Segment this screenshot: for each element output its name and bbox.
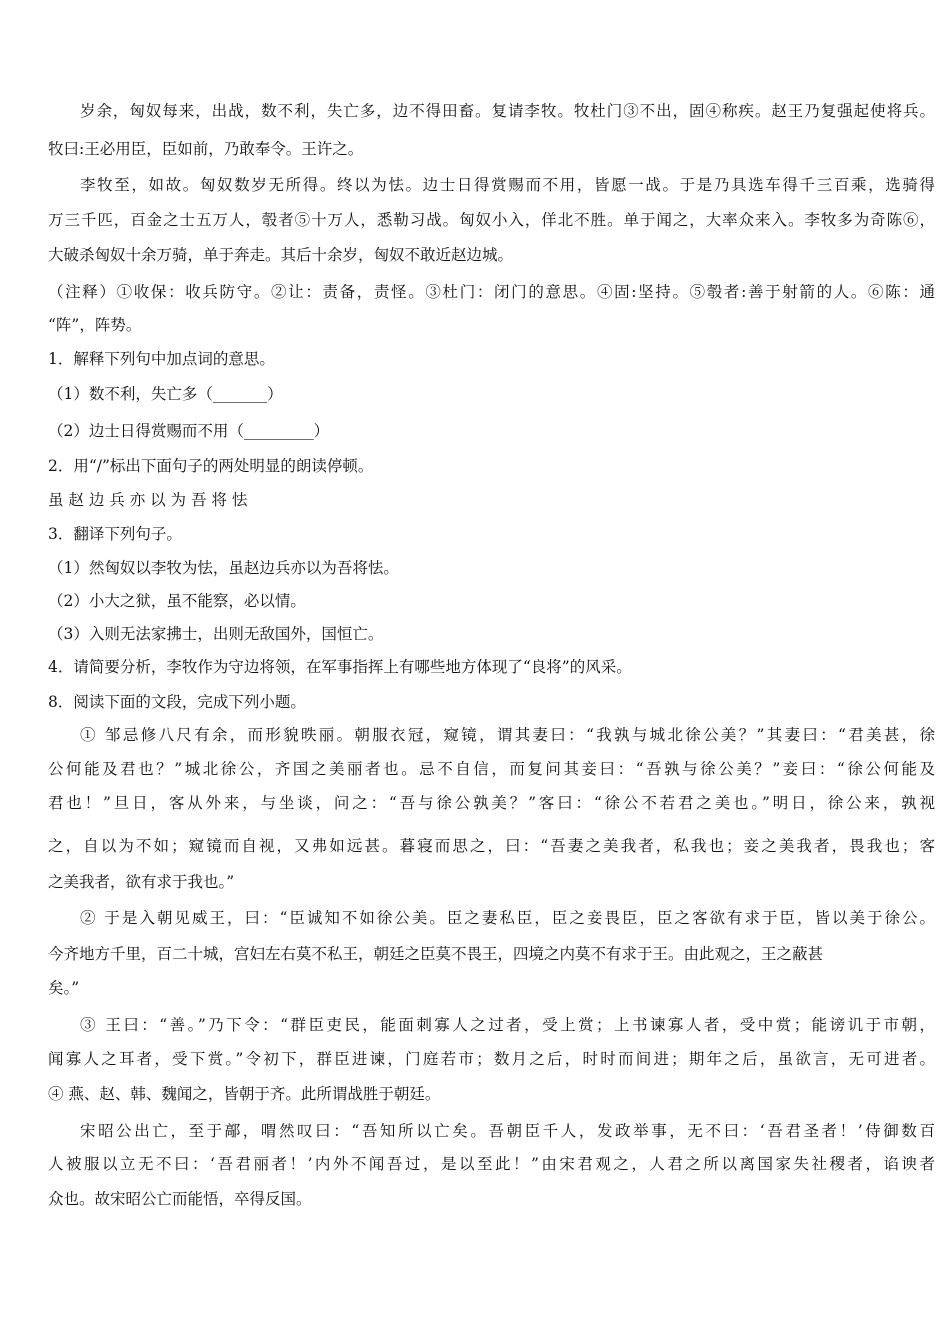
passage-line: ① 邹忌修八尺有余，而形貌昳丽。朝服衣冠，窥镜，谓其妻曰：“我孰与城北徐公美？”其妻曰：“君美甚，徐: [80, 726, 935, 744]
passage-line: ② 于是入朝见威王，曰：“臣诚知不如徐公美。臣之妻私臣，臣之妾畏臣，臣之客欲有求于臣，皆以美于徐公。: [80, 909, 935, 927]
question-3-item-2: （2）小大之狱，虽不能察，必以情。: [48, 592, 306, 610]
question-1-item-1: （1）数不利，失亡多（_______）: [48, 385, 283, 403]
question-2-sentence: 虽 赵 边 兵 亦 以 为 吾 将 怯: [48, 491, 248, 509]
passage-line: 之美我者，欲有求于我也。”: [48, 873, 235, 891]
passage-line: ④ 燕、赵、韩、魏闻之，皆朝于齐。此所谓战胜于朝廷。: [48, 1085, 441, 1103]
question-3: 3．翻译下列句子。: [48, 525, 182, 543]
passage-line: 李牧至，如故。匈奴数岁无所得。终以为怯。边士日得赏赐而不用，皆愿一战。于是乃具选车得千三百乘，选骑得: [80, 176, 935, 194]
passage-line: ③ 王曰：“善。”乃下令：“群臣吏民，能面刺寡人之过者，受上赏；上书谏寡人者，受中赏；能谤讥于市朝，: [80, 1016, 935, 1034]
question-4: 4．请简要分析，李牧作为守边将领，在军事指挥上有哪些地方体现了“良将”的风采。: [48, 658, 632, 676]
passage-line: 万三千匹，百金之士五万人，彀者⑤十万人，悉勒习战。匈奴小入，佯北不胜。单于闻之，大率众来入。李牧多为奇陈⑥，: [48, 211, 935, 229]
passage-line: 人被服以立无不曰：‘吾君丽者！’内外不闻吾过，是以至此！”由宋君观之，人君之所以离国家失社稷者，谄谀者: [48, 1155, 935, 1173]
question-8: 8．阅读下面的文段，完成下列小题。: [48, 693, 306, 711]
question-3-item-3: （3）入则无法家拂士，出则无敌国外，国恒亡。: [48, 625, 384, 643]
passage-line: 之，自以为不如；窥镜而自视，又弗如远甚。暮寝而思之，曰：“吾妻之美我者，私我也；妾之美我者，畏我也；客: [48, 837, 935, 855]
passage-line: 君也！”旦日，客从外来，与坐谈，问之：“吾与徐公孰美？”客曰：“徐公不若君之美也。”明日，徐公来，孰视: [48, 794, 935, 812]
passage-line: 岁余，匈奴每来，出战，数不利，失亡多，边不得田畜。复请李牧。牧杜门③不出，固④称疾。赵王乃复强起使将兵。: [80, 102, 935, 120]
passage-line: 公何能及君也？”城北徐公，齐国之美丽者也。忌不自信，而复问其妾曰：“吾孰与徐公美？”妾曰：“徐公何能及: [48, 760, 935, 778]
annotation-line: （注释）①收保：收兵防守。②让：责备，责怪。③杜门：闭门的意思。④固:坚持。⑤彀者:善于射箭的人。⑥陈：通: [48, 283, 935, 301]
question-1: 1．解释下列句中加点词的意思。: [48, 350, 275, 368]
question-1-item-2: （2）边士日得赏赐而不用（_________）: [48, 422, 330, 440]
passage-line: 牧曰:王必用臣，臣如前，乃敢奉令。王许之。: [48, 140, 364, 158]
passage-line: 大破杀匈奴十余万骑，单于奔走。其后十余岁，匈奴不敢近赵边城。: [48, 246, 514, 264]
passage-line: 宋昭公出亡，至于鄗，喟然叹曰：“吾知所以亡矣。吾朝臣千人，发政举事，无不曰：‘吾君圣者！’侍御数百: [80, 1122, 935, 1140]
passage-line: 闻寡人之耳者，受下赏。”令初下，群臣进谏，门庭若市；数月之后，时时而间进；期年之后，虽欲言，无可进者。: [48, 1050, 935, 1068]
passage-line: 今齐地方千里，百二十城，宫妇左右莫不私王，朝廷之臣莫不畏王，四境之内莫不有求于王。由此观之，王之蔽甚: [48, 945, 824, 963]
question-2: 2．用“/”标出下面句子的两处明显的朗读停顿。: [48, 457, 374, 475]
question-3-item-1: （1）然匈奴以李牧为怯，虽赵边兵亦以为吾将怯。: [48, 559, 399, 577]
passage-line: 众也。故宋昭公亡而能悟，卒得反国。: [48, 1190, 312, 1208]
annotation-line: “阵”，阵势。: [48, 316, 142, 334]
passage-line: 矣。”: [48, 979, 80, 997]
